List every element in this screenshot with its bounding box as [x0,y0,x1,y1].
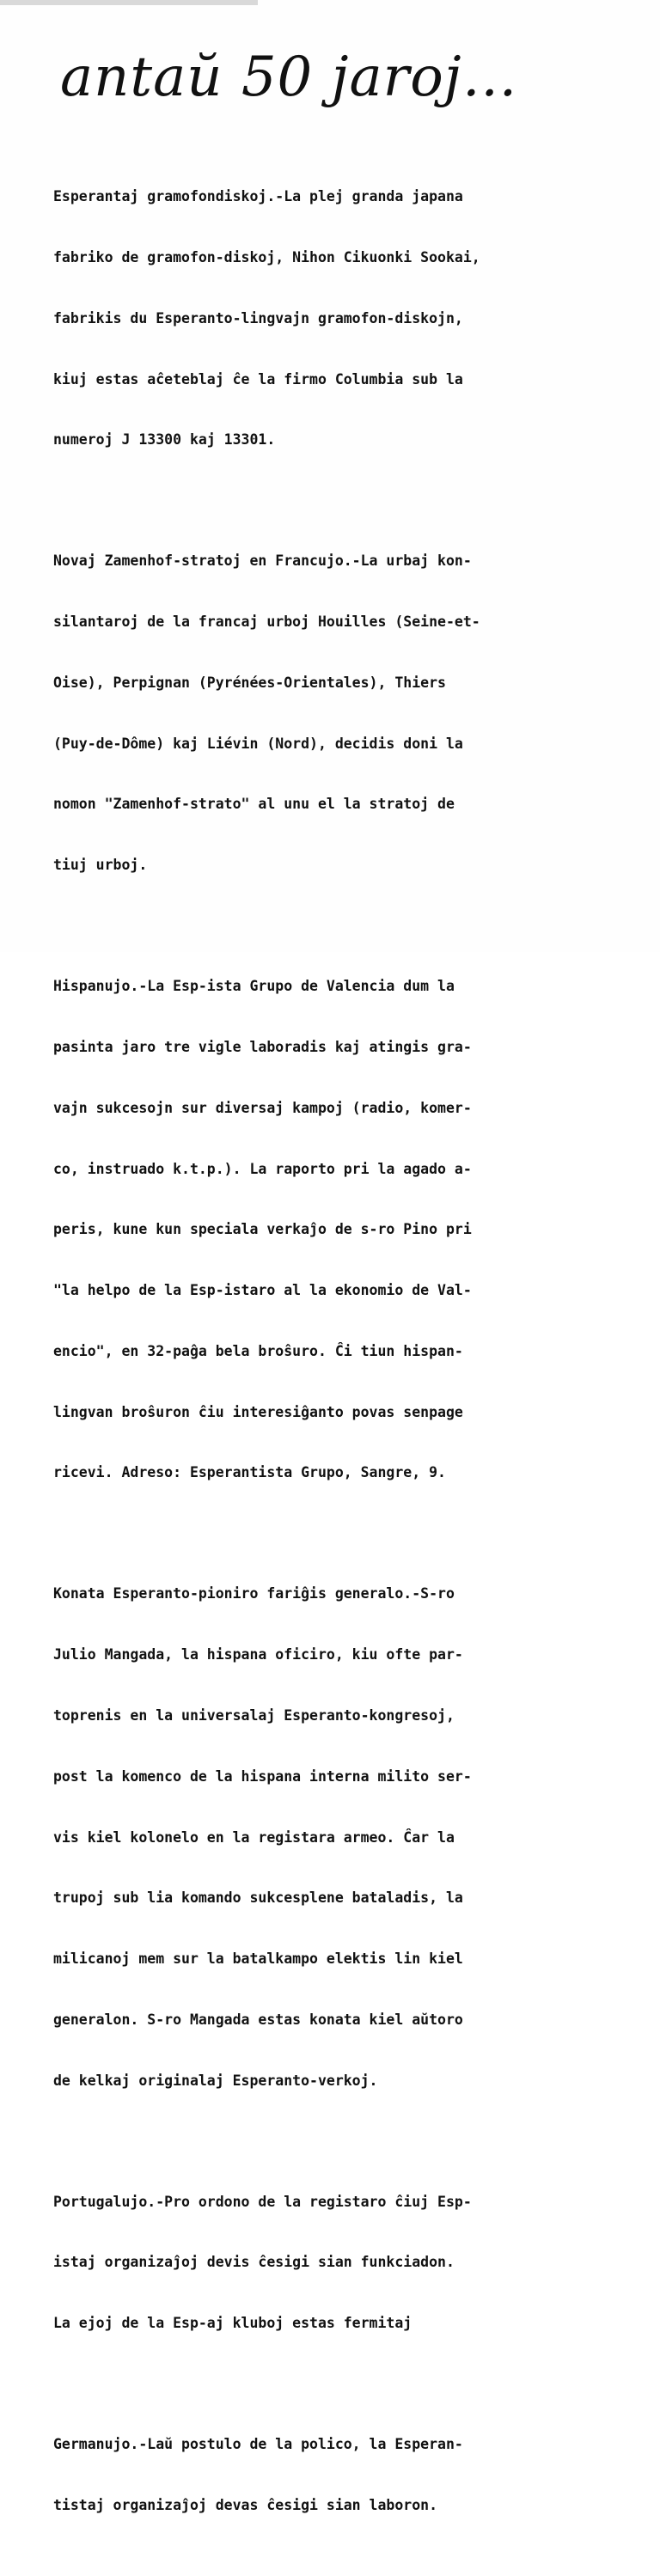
text-line: kiuj estas aĉeteblaj ĉe la firmo Columbia sub la [53,370,463,388]
news-item [53,146,638,491]
news-item [53,1543,638,2131]
text-line: vis kiel kolonelo en la registara armeo. Ĉar la [53,1828,455,1846]
news-item [53,2151,638,2374]
text-line: generalon. S-ro Mangada estas konata kiel aŭtoro [53,2011,463,2028]
text-line: Konata Esperanto-pioniro fariĝis generalo.-S-ro [53,1585,455,1602]
text-line: tiuj urboj. [53,857,148,874]
text-line: "la helpo de la Esp-istaro al la ekonomio de Val- [53,1282,472,1299]
text-line: fabriko de gramofon-diskoj, Nihon Cikuonki Sookai, [53,248,480,266]
text-line: ricevi. Adreso: Esperantista Grupo, Sangre, 9. [53,1464,446,1481]
text-line: fabrikis du Esperanto-lingvajn gramofon-diskojn, [53,309,463,327]
text-line: Novaj Zamenhof-stratoj en Francujo.-La urbaj kon- [53,552,472,570]
text-line: Julio Mangada, la hispana oficiro, kiu ofte par- [53,1646,463,1663]
text-line: (Puy-de-Dôme) kaj Liévin (Nord), decidis doni la [53,735,463,752]
text-line: milicanoj mem sur la batalkampo elektis lin kiel [53,1950,463,1968]
news-item [53,936,638,1523]
page-heading: antaŭ 50 jaroj… [60,46,518,109]
text-line: tistaj organizaĵoj devas ĉesigi sian laboron. [53,2496,438,2513]
text-line: post la komenco de la hispana interna milito ser- [53,1767,472,1785]
text-line: trupoj sub lia komando sukcesplene bataladis, la [53,1889,463,1907]
text-line: Portugalujo.-Pro ordono de la registaro ĉiuj Esp- [53,2193,472,2210]
text-line: nomon "Zamenhof-strato" al unu el la stratoj de [53,796,455,813]
text-line: co, instruado k.t.p.). La raporto pri la agado a- [53,1160,472,1177]
text-line: vajn sukcesojn sur diversaj kampoj (radio, komer- [53,1099,472,1116]
text-line: La ejoj de la Esp-aj kluboj estas fermitaj [53,2315,412,2332]
top-edge-rule [0,0,258,5]
article-body [53,146,638,2576]
text-line: Esperantaj gramofondiskoj.-La plej granda japana [53,188,463,205]
text-line: silantaroj de la francaj urboj Houilles (Seine-et- [53,613,480,631]
text-line: peris, kune kun speciala verkaĵo de s-ro Pino pri [53,1221,472,1238]
text-line: Oise), Perpignan (Pyrénées-Orientales), Thiers [53,674,446,691]
text-line: toprenis en la universalaj Esperanto-kongresoj, [53,1706,455,1724]
text-line: encio", en 32-paĝa bela broŝuro. Ĉi tiun hispan- [53,1342,463,1359]
text-line: Germanujo.-Laŭ postulo de la polico, la Esperan- [53,2436,463,2453]
news-item [53,2394,638,2556]
text-line: pasinta jaro tre vigle laboradis kaj atingis gra- [53,1038,472,1055]
news-item [53,510,638,916]
text-line: numeroj J 13300 kaj 13301. [53,431,276,449]
text-line: de kelkaj originalaj Esperanto-verkoj. [53,2072,378,2089]
text-line: Hispanujo.-La Esp-ista Grupo de Valencia dum la [53,978,455,995]
text-line: istaj organizaĵoj devis ĉesigi sian funkciadon. [53,2254,455,2271]
text-line: lingvan broŝuron ĉiu interesiĝanto povas senpage [53,1403,463,1420]
